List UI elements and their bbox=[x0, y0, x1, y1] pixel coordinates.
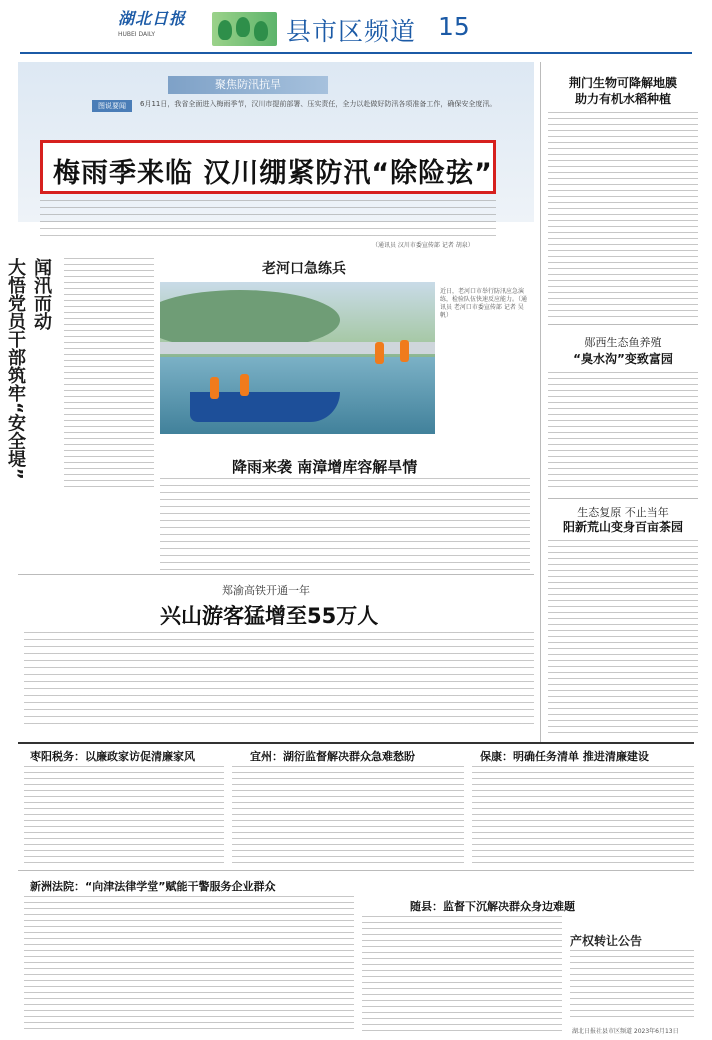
feature-body-text bbox=[40, 200, 496, 242]
hill-shape bbox=[160, 290, 340, 350]
laohekou-drill-photo bbox=[160, 282, 435, 434]
feature-headline-box bbox=[40, 140, 496, 194]
bridge-shape bbox=[160, 342, 435, 354]
yuanzhou-story-text bbox=[232, 766, 464, 864]
jingmen-story-text bbox=[548, 112, 698, 318]
nanzhang-headline: 降雨来袭 南漳增库容解旱情 bbox=[232, 458, 418, 476]
section-divider bbox=[18, 574, 534, 575]
yunxi-story-text bbox=[548, 372, 698, 492]
photo-caption: 近日，老河口市举行防汛应急演练，检验队伍快速反应能力。（通讯员 老河口市委宣传部 记者 吴帆） bbox=[440, 288, 528, 319]
column-divider bbox=[540, 62, 541, 742]
yangxin-story-text bbox=[548, 540, 698, 736]
masthead bbox=[0, 0, 712, 58]
suixian-headline: 随县：监督下沉解决群众身边难题 bbox=[410, 900, 575, 913]
channel-title: 县市区频道 bbox=[286, 17, 417, 46]
xingshan-headline: 兴山游客猛增至55万人 bbox=[160, 604, 379, 628]
dawu-story-text bbox=[64, 258, 154, 488]
jingmen-headline-2: 助力有机水稻种植 bbox=[574, 92, 671, 106]
vertical-headline-line2: 大悟党员干部筑牢“安全堤” bbox=[5, 258, 26, 480]
vertical-headline-line1: 闻汛而动 bbox=[31, 258, 52, 330]
header-rule bbox=[20, 52, 692, 54]
rescuer-shape bbox=[400, 340, 409, 362]
photo-story-title: 老河口急练兵 bbox=[262, 261, 346, 277]
yuanzhou-headline: 宜州：湖衍监督解决群众急难愁盼 bbox=[250, 750, 415, 763]
xinzhou-court-headline: 新洲法院：“向津法律学堂”赋能干警服务企业群众 bbox=[30, 880, 276, 893]
section-divider bbox=[548, 498, 698, 499]
rescuer-shape bbox=[375, 342, 384, 364]
newspaper-logo bbox=[118, 6, 213, 50]
feature-intro: 6月11日，我省全面进入梅雨季节，汉川市提前部署、压实责任，全力以赴做好防汛各项准备工作，确保安全度汛。 bbox=[140, 100, 497, 108]
rescuer-shape bbox=[240, 374, 249, 396]
image-news-tag: 图说要闻 bbox=[92, 100, 132, 112]
yangxin-headline: 阳新荒山变身百亩茶园 bbox=[562, 520, 683, 534]
yunxi-kicker: 郧西生态鱼养殖 bbox=[584, 336, 662, 349]
suixian-story-text bbox=[362, 916, 562, 1032]
tree-icon bbox=[236, 17, 250, 37]
section-divider bbox=[18, 870, 694, 871]
section-divider bbox=[548, 324, 698, 325]
rescuer-shape bbox=[210, 377, 219, 399]
notice-headline: 产权转让公告 bbox=[570, 934, 643, 948]
yangxin-kicker: 生态复原 不止当年 bbox=[577, 506, 669, 519]
section-tag: 聚焦防汛抗旱 bbox=[168, 76, 328, 94]
xingshan-kicker: 郑渝高铁开通一年 bbox=[222, 584, 310, 597]
tree-icon bbox=[254, 21, 268, 41]
baokang-story-text bbox=[472, 766, 694, 864]
zaoyang-headline: 枣阳税务：以廉政家访促清廉家风 bbox=[30, 750, 195, 763]
tree-icon bbox=[218, 20, 232, 40]
vertical-headline bbox=[5, 258, 54, 480]
feature-credit: （通讯员 汉川市委宣传部 记者 胡泉） bbox=[372, 242, 474, 249]
xingshan-story-text bbox=[24, 632, 534, 730]
logo-subtitle: HUBEI DAILY bbox=[118, 31, 156, 38]
yunxi-headline: “臭水沟”变致富园 bbox=[573, 352, 673, 366]
logo-title: 湖北日报 bbox=[118, 9, 187, 28]
feature-headline: 梅雨季来临 汉川绷紧防汛“除险弦” bbox=[53, 158, 493, 189]
zaoyang-story-text bbox=[24, 766, 224, 864]
bottom-section-rule bbox=[18, 742, 694, 744]
page-footer: 湖北日报社县市区频道 2023年6月13日 bbox=[572, 1028, 679, 1035]
nanzhang-story-text bbox=[160, 478, 530, 570]
tree-banner-graphic bbox=[212, 12, 277, 46]
jingmen-headline-1: 荆门生物可降解地膜 bbox=[568, 76, 677, 90]
page-number: 15 bbox=[438, 12, 470, 41]
notice-text bbox=[570, 950, 694, 1022]
xinzhou-court-story-text bbox=[24, 896, 354, 1032]
baokang-headline: 保康：明确任务清单 推进清廉建设 bbox=[480, 750, 649, 763]
